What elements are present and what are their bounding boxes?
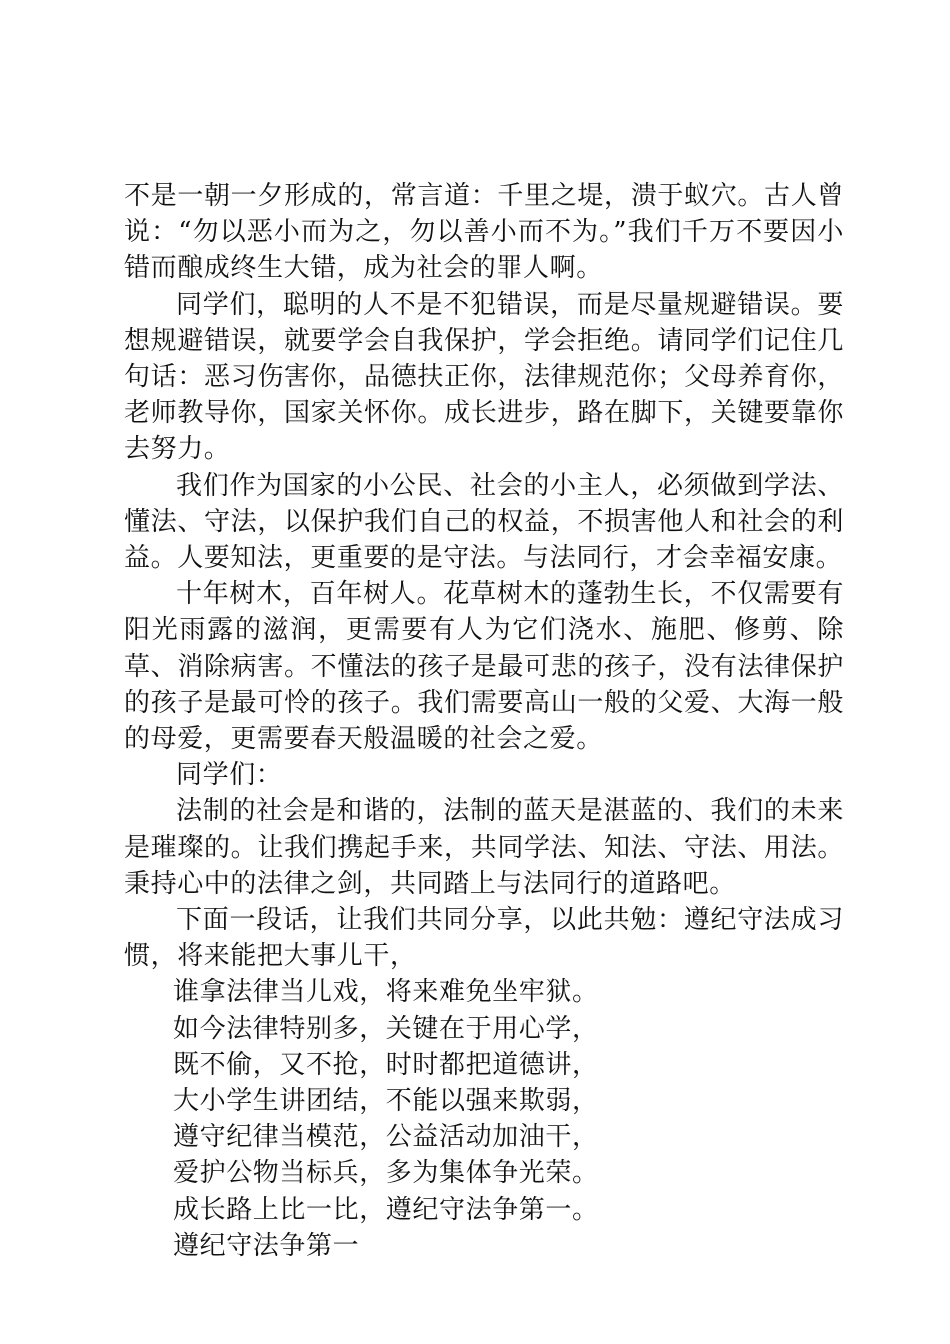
verse-line: 大小学生讲团结，不能以强来欺弱， <box>173 1086 599 1117</box>
paragraph-address: 同学们： <box>176 760 283 791</box>
verse-line: 谁拿法律当儿戏，将来难免坐牢狱。 <box>173 977 599 1008</box>
verse-line: 如今法律特别多，关键在于用心学， <box>173 1013 599 1044</box>
verse-line: 遵守纪律当模范，公益活动加油干， <box>173 1122 599 1153</box>
paragraph-learn-law: 我们作为国家的小公民、社会的小主人，必须做到学法、懂法、守法，以保护我们自己的权益，不损害他人和社会的利益。人要知法，更重要的是守法。与法同行，才会幸福安康。 <box>124 470 844 574</box>
verse-line: 爱护公物当标兵，多为集体争光荣。 <box>173 1158 599 1189</box>
document-body <box>124 178 844 1264</box>
paragraph-share: 下面一段话，让我们共同分享，以此共勉：遵纪守法成习惯，将来能把大事儿干， <box>124 905 844 972</box>
verse-line: 既不偷，又不抢，时时都把道德讲， <box>173 1049 599 1080</box>
paragraph-continuation: 不是一朝一夕形成的，常言道：千里之堤，溃于蚁穴。古人曾说：“勿以恶小而为之，勿以善小而不为。”我们千万不要因小错而酿成终生大错，成为社会的罪人啊。 <box>124 181 844 284</box>
verse-line: 成长路上比一比，遵纪守法争第一。 <box>173 1194 599 1225</box>
paragraph-growth: 十年树木，百年树人。花草树木的蓬勃生长，不仅需要有阳光雨露的滋润，更需要有人为它们浇水、施肥、修剪、除草、消除病害。不懂法的孩子是最可悲的孩子，没有法律保护的孩子是最可怜的孩子。我们需要高山一般的父爱、大海一般的母爱，更需要春天般温暖的社会之爱。 <box>124 579 844 755</box>
paragraph-avoid-mistakes: 同学们，聪明的人不是不犯错误，而是尽量规避错误。要想规避错误，就要学会自我保护，学会拒绝。请同学们记住几句话：恶习伤害你，品德扶正你，法律规范你；父母养育你，老师教导你，国家关怀你。成长进步，路在脚下，关键要靠你去努力。 <box>124 289 844 465</box>
verse-line-final: 遵纪守法争第一 <box>173 1230 360 1261</box>
paragraph-harmonious-society: 法制的社会是和谐的，法制的蓝天是湛蓝的、我们的未来是璀璨的。让我们携起手来，共同学法、知法、守法、用法。秉持心中的法律之剑，共同踏上与法同行的道路吧。 <box>124 796 844 899</box>
